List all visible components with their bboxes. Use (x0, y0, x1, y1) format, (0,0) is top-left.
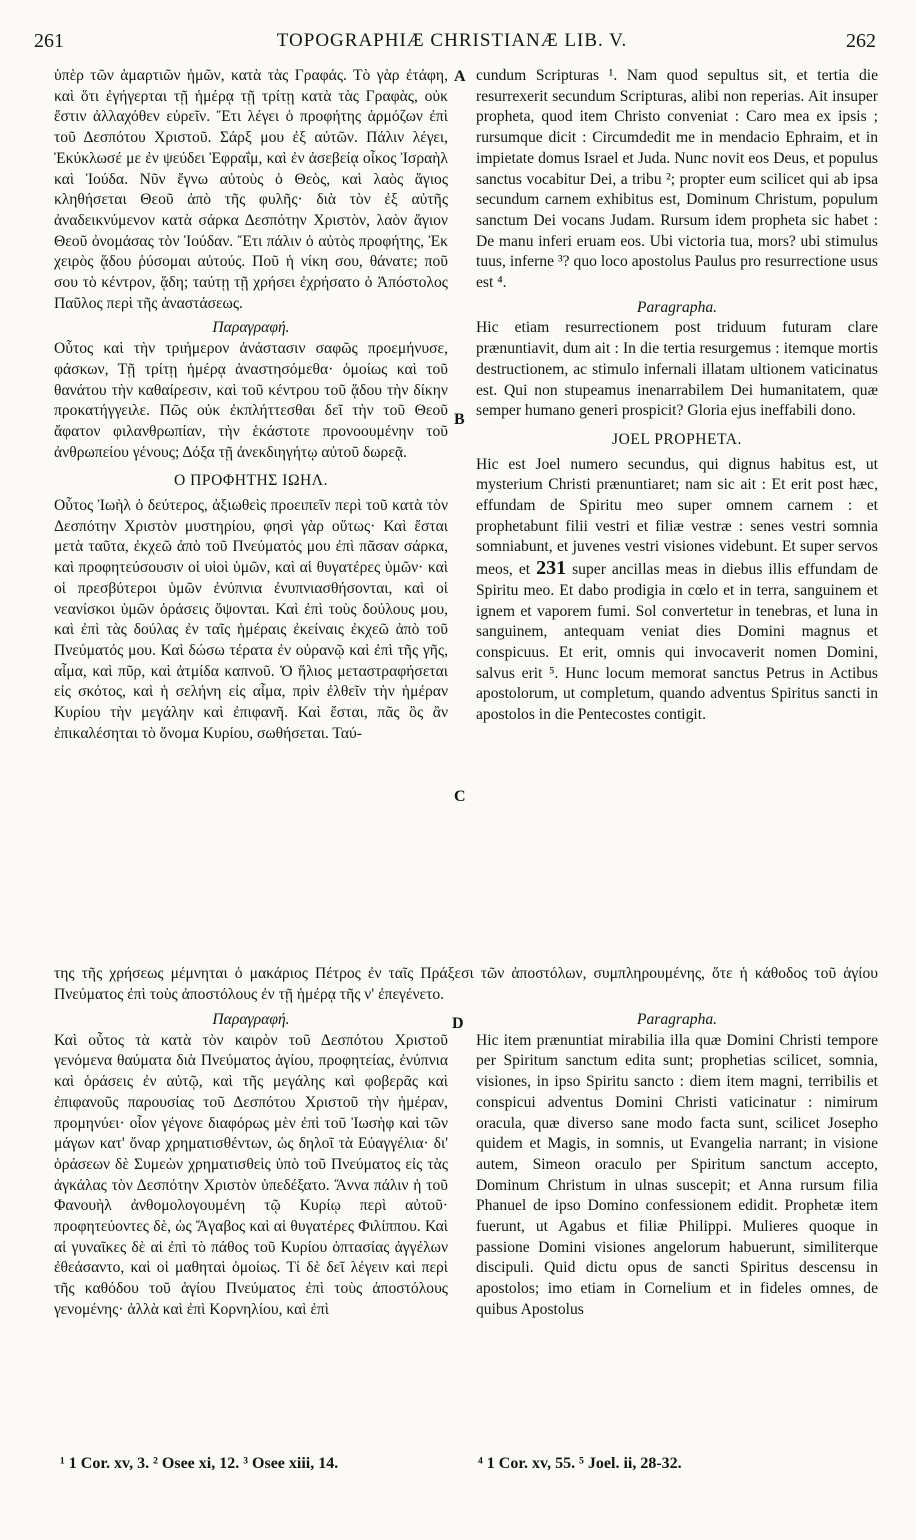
greek-heading-paragraph-1: Παραγραφή. (212, 319, 290, 337)
latin-heading-paragraph-2: Paragrapha. (636, 1011, 718, 1028)
greek-fullwidth-line: της τῆς χρήσεως μέμνηται ὁ μακάριος Πέτρος ἐν ταῖς Πράξεσι τῶν ἀποστόλων, συμπληρουμένης, ὅτε ἡ κάθοδος τοῦ ἁγίου Πνεύματος ἐπὶ τοὺς ἀποστόλους ἐν τῇ ἡμέρᾳ τῆς ν' ἐπεγένετο. (54, 965, 878, 1003)
latin-column-upper (476, 66, 878, 726)
margin-marker-a: A (454, 68, 466, 85)
greek-column-lower (54, 1010, 448, 1321)
footnotes-left: ¹ 1 Cor. xv, 3. ² Osee xi, 12. ³ Osee xiii, 14. (60, 1455, 339, 1472)
greek-column-upper (54, 66, 448, 745)
column-number: 231 (536, 557, 567, 580)
greek-paragraph-1: ὑπὲρ τῶν ἁμαρτιῶν ἡμῶν, κατὰ τὰς Γραφάς. Τὸ γὰρ ἐτάφη, καὶ ὅτι ἐγήγερται τῇ ἡμέρᾳ τῇ τρίτῃ κατὰ τὰς Γραφὰς, οὐκ ἔστιν ἀλλαχόθεν εὑρεῖν. Ἔτι λέγει ὁ προφήτης ἁρμόζων ἐπὶ τοῦ Δεσπότου Χριστοῦ. Σάρξ μου ἐξ αὐτῶν. Πάλιν λέγει, Ἐκύκλωσέ με ἐν ψεύδει Ἐφραΐμ, καὶ ἐν ἀσεβείᾳ οἶκος Ἰσραὴλ καὶ Ἰούδα. Νῦν ἔγνω αὐτοὺς ὁ Θεὸς, καὶ λαὸς ἅγιος κληθήσεται Θεοῦ ἀπὸ τῆς φυλῆς· διὰ τὸν ἐξ αὐτῆς ἀναδεικνύμενον κατὰ σάρκα Δεσπότην Χριστὸν, λαὸν ἅγιον Θεοῦ ὀνομάσας τὸν Ἰούδαν. Ἔτι πάλιν ὁ αὐτὸς προφήτης, Ἐκ χειρὸς ᾅδου ῥύσομαι αὐτούς. Ποῦ ἡ νίκη σου, θάνατε; ποῦ σου τὸ κέντρον, ᾅδη; ταύτῃ τῇ χρήσει ἐχρήσατο ὁ Ἀπόστολος Παῦλος περὶ τῆς ἀναστάσεως. (54, 67, 448, 312)
latin-heading-paragraph-1: Paragrapha. (636, 298, 718, 316)
latin-paragraph-3 (476, 455, 878, 726)
latin-column-lower (476, 1010, 878, 1321)
greek-paragraph-3: Οὗτος Ἰωὴλ ὁ δεύτερος, ἀξιωθεὶς προειπεῖν περὶ τοῦ κατὰ τὸν Δεσπότην Χριστὸν μυστηρίου, φησὶ γὰρ οὕτως· Καὶ ἔσται μετὰ ταῦτα, ἐκχεῶ ἀπὸ τοῦ Πνεύματός μου ἐπὶ πᾶσαν σάρκα, καὶ προφητεύσουσιν οἱ υἱοὶ ὑμῶν, καὶ αἱ θυγατέρες ὑμῶν· καὶ οἱ πρεσβύτεροι ὑμῶν ἐνύπνια ἐνυπνιασθήσονται, καὶ οἱ νεανίσκοι ὑμῶν ὁράσεις ὄψονται. Καὶ ἐπὶ τοὺς δούλους μου, καὶ ἐπὶ τὰς δούλας ἐν ταῖς ἡμέραις ἐκείναις ἐκχεῶ ἀπὸ τοῦ Πνεύματός μου. Καὶ δώσω τέρατα ἐν οὐρανῷ καὶ ἐπὶ τῆς γῆς, αἷμα, καὶ πῦρ, καὶ ἀτμίδα καπνοῦ. Ὁ ἥλιος μεταστραφήσεται εἰς σκότος, καὶ ἡ σελήνη εἰς αἷμα, πρὶν ἐλθεῖν τὴν ἡμέραν Κυρίου τὴν μεγάλην καὶ ἐπιφανῆ. Καὶ ἔσται, πᾶς ὃς ἂν ἐπικαλέσηται τὸ ὄνομα Κυρίου, σωθήσεται. Ταύ- (54, 497, 448, 742)
greek-heading-joel: Ο ΠΡΟΦΗΤΗΣ ΙΩΗΛ. (173, 472, 329, 490)
latin-paragraph-4: Hic item prænuntiat mirabilia illa quæ Domini Christi tempore per Spiritum sanctum edita sunt; prophetias scilicet, somnia, visiones, in ipso Spiritu sancto : diem item magni, terribilis et conspicui adventus Domini Christi vaticinatur : nimirum oracula, quæ diverso sane modo facta sunt, scilicet Josepho quidem et Magis, in somnis, ut Evangelia narrant; in visione autem, Simeon oraculo per Spiritum sanctum accepto, Dominum Christum in ulnas suscepit; et Anna rursum filia Phanuel de ipso Domino confessionem edidit. Prophetæ item fuerunt, ut Agabus et filiæ Philippi. Mulieres quoque in passione Domini visiones angelorum habuerunt, similiterque discipuli. Quid dictu opus de sancti Spiritus descensu in apostolos; imo etiam in Cornelium et in fideles omnes, de quibus Apostolus (476, 1031, 878, 1318)
margin-marker-c: C (454, 788, 466, 805)
latin-paragraph-1: cundum Scripturas ¹. Nam quod sepultus sit, et tertia die resurrexerit secundum Scripturas, alibi non reperias. Ait insuper propheta, quod item Christo conveniat : Caro mea ex ipsis ; rursumque dicit : Circumdedit me in mendacio Ephraim, et in impietate domus Israel et Juda. Nunc novit eos Deus, et populus sanctus vocabitur Dei, a tribu ²; propter eum scilicet qui ab ipsa secundum carnem exhibitus est, Dominum Christum, populum sanctum Dei vocans Judam. Rursum idem propheta sic habet : De manu inferi eruam eos. Ubi victoria tua, mors? ubi stimulus tuus, inferne ³? quo loco apostolus Paulus pro resurrectione usus est ⁴. (476, 67, 878, 292)
latin-paragraph-3a: Hic est Joel numero secundus, qui dignus habitus est, ut mysterium Christi prænuntiaret; nam sic ait : Et erit post hæc, effundam de Spiritu meo super omnem carnem : et prophetabunt filii vestri et filiæ vestræ : senes vestri somnia somniabunt, et juvenes vestri visiones videbunt. Et super servos meos, et (476, 455, 878, 579)
greek-paragraph-4: Καὶ οὗτος τὰ κατὰ τὸν καιρὸν τοῦ Δεσπότου Χριστοῦ γενόμενα θαύματα διὰ Πνεύματος ἁγίου, προφητείας, ἐνύπνια καὶ ὁράσεις ἐν αὐτῷ, καὶ τῆς μεγάλης καὶ φοβερᾶς καὶ ἐπιφανοῦς παρουσίας τοῦ Δεσπότου Χριστοῦ τὴν ἡμέραν, προμηνύει· οἷον γέγονε διαφόρως μὲν ἐπὶ τοῦ Ἰωσὴφ καὶ τῶν μάγων κατ' ὄναρ χρηματισθέντων, ὡς δηλοῖ τὰ Εὐαγγέλια· δι' ὁράσεων δὲ Συμεὼν χρηματισθεὶς ὑπὸ τοῦ Πνεύματος εἰς τὰς ἀγκάλας τὸν Δεσπότην Χριστὸν ὑπεδέξατο. Ἄννα πάλιν ἡ τοῦ Φανουὴλ ἀνθομολογουμένη τῷ Κυρίῳ περὶ αὐτοῦ· προφητεύοντες δὲ, ὡς Ἄγαβος καὶ αἱ θυγατέρες Φιλίππου. Καὶ αἱ γυναῖκες δὲ αἱ ἐπὶ τὸ πάθος τοῦ Κυρίου ὀπτασίας ἀγγέλων ἐθεάσαντο, καὶ οἱ μαθηταὶ ὁμοίως. Τί δὲ δεῖ λέγειν καὶ περὶ τῆς καθόδου τοῦ ἁγίου Πνεύματος ἐπὶ τοὺς ἀποστόλους γενομένης· ἀλλὰ καὶ ἐπὶ Κορνηλίου, καὶ ἐπὶ (54, 1031, 448, 1318)
margin-marker-d: D (452, 1015, 464, 1032)
footnotes-right: ⁴ 1 Cor. xv, 55. ⁵ Joel. ii, 28-32. (478, 1455, 682, 1472)
page-number-left: 261 (34, 30, 64, 52)
page-number-right: 262 (846, 30, 876, 52)
latin-heading-joel: JOEL PROPHETA. (612, 430, 742, 448)
running-header (28, 30, 876, 56)
latin-paragraph-2: Hic etiam resurrectionem post triduum futuram clare prænuntiavit, dum ait : In die tertia resurgemus : itemque mortis destructionem, ac stimulo infernali illatam ultionem vaticinatus est. Qui non stupeamus inenarrabilem Dei humanitatem, quæ semper humano generi prospicit? Gloria ejus ineffabili dono. (476, 319, 878, 420)
greek-paragraph-2: Οὗτος καὶ τὴν τριήμερον ἀνάστασιν σαφῶς προεμήνυσε, φάσκων, Τῇ τρίτῃ ἡμέρᾳ ἀναστησόμεθα· ὁμοίως καὶ τοῦ θανάτου τὴν καθαίρεσιν, καὶ τοῦ κέντρου τοῦ ᾅδου τὴν δίκην προκατήγγειλε. Πῶς οὐκ ἐκπλήττεσθαι δεῖ τὴν τοῦ Θεοῦ ἄφατον φιλανθρωπίαν, τὴν ἑκάστοτε προνοουμένην τοῦ ἀνθρωπείου γένους; Δόξα τῇ ἀνεκδιηγήτῳ αὐτοῦ δωρεᾷ. (54, 340, 448, 461)
greek-heading-paragraph-2: Παραγραφή. (212, 1011, 290, 1028)
latin-paragraph-3b: super ancillas meas in diebus illis effundam de Spiritu meo. Et dabo prodigia in cœlo et in terra, sanguinem et ignem et vaporem fumi. Sol convertetur in tenebras, et luna in sanguinem, antequam veniat dies Domini magnus et conspicuus. Et erit, omnis qui invocaverit nomen Domini, salvus erit ⁵. Hunc locum memorat sanctus Petrus in Actibus apostolorum, ut completum, quando adventus Spiritus sancti in apostolos in die Pentecostes contigit. (476, 561, 878, 724)
running-title: TOPOGRAPHIÆ CHRISTIANÆ LIB. V. (276, 30, 628, 51)
margin-marker-b: B (454, 411, 465, 428)
